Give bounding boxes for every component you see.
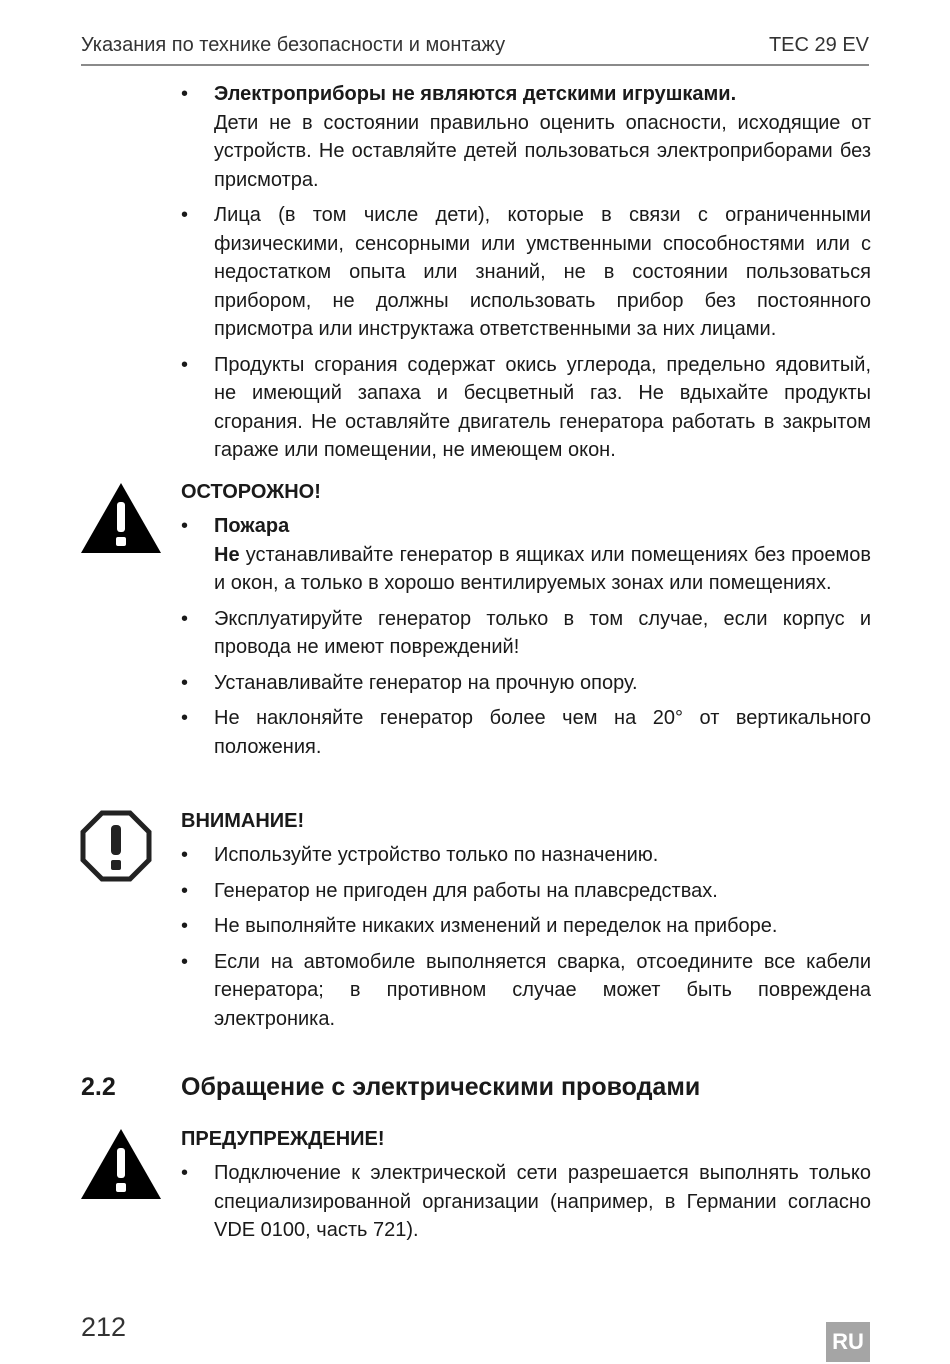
item-text: Используйте устройство только по назначению. bbox=[214, 844, 659, 866]
item-text: Не выполняйте никаких изменений и переделок на приборе. bbox=[214, 915, 778, 937]
item-text: Устанавливайте генератор на прочную опору. bbox=[214, 671, 638, 694]
notice-label: ВНИМАНИЕ! bbox=[181, 810, 305, 832]
list-item bbox=[181, 80, 871, 194]
item-bold-title: Электроприборы не являются детскими игрушками. bbox=[214, 83, 737, 105]
section-title: Обращение с электрическими проводами bbox=[181, 1073, 701, 1101]
page-header bbox=[81, 30, 869, 66]
list-item bbox=[181, 351, 871, 465]
warning-triangle-icon bbox=[80, 482, 162, 554]
item-text: Эксплуатируйте генератор только в том случае, если корпус и провода не имеют повреждений! bbox=[214, 607, 871, 658]
item-text: Не наклоняйте генератор более чем на 20° от вертикального положения. bbox=[214, 707, 871, 758]
list-item bbox=[181, 1159, 871, 1245]
section-number: 2.2 bbox=[81, 1073, 116, 1101]
list-item bbox=[181, 669, 871, 698]
intro-list bbox=[181, 80, 871, 465]
list-item bbox=[181, 512, 871, 598]
page-number: 212 bbox=[81, 1312, 127, 1342]
notice-list bbox=[181, 841, 871, 1033]
warning-triangle-icon bbox=[80, 1128, 162, 1200]
caution-label: ОСТОРОЖНО! bbox=[181, 481, 321, 503]
warning-label: ПРЕДУПРЕЖДЕНИЕ! bbox=[181, 1128, 385, 1150]
notice-octagon-icon bbox=[80, 810, 152, 882]
notice-block bbox=[181, 807, 871, 1040]
item-bold-title: Пожара bbox=[214, 515, 290, 537]
item-text: Подключение к электрической сети разрешается выполнять только специализированной организации (например, в Германии согласно VDE 0100, часть 721). bbox=[214, 1162, 871, 1241]
list-item bbox=[181, 605, 871, 662]
list-item bbox=[181, 201, 871, 344]
list-item bbox=[181, 841, 871, 870]
language-badge: RU bbox=[826, 1322, 870, 1362]
list-item bbox=[181, 704, 871, 761]
list-item bbox=[181, 877, 871, 906]
item-text: Лица (в том числе дети), которые в связи с ограниченными физическими, сенсорными или умственными способностями или с недостатком опыта или знаний, не в состоянии пользоваться прибором, не должны использовать прибор без постоянного присмотра или инструктажа ответственными за них лицами. bbox=[214, 204, 871, 340]
list-item bbox=[181, 948, 871, 1034]
intro-list-block bbox=[181, 80, 871, 472]
warning-list bbox=[181, 1159, 871, 1245]
header-section-title: Указания по технике безопасности и монтажу bbox=[81, 34, 506, 56]
warning-block bbox=[181, 1125, 871, 1252]
item-text: Продукты сгорания содержат окись углерода, предельно ядовитый, не имеющий запаха и бесцветный газ. Не вдыхайте продукты сгорания. Не оставляйте двигатель генератора работать в закрытом гараже или помещении, не имеющем окон. bbox=[214, 353, 871, 461]
item-lead: Не bbox=[214, 543, 240, 566]
caution-block bbox=[181, 478, 871, 768]
item-text: Дети не в состоянии правильно оценить опасности, исходящие от устройств. Не оставляйте детей пользоваться электроприборами без присмотра. bbox=[214, 111, 871, 191]
item-text: Если на автомобиле выполняется сварка, отсоедините все кабели генератора; в противном случае может быть повреждена электроника. bbox=[214, 950, 871, 1030]
caution-list bbox=[181, 512, 871, 761]
item-text: Генератор не пригоден для работы на плавсредствах. bbox=[214, 879, 718, 902]
header-model: TEC 29 EV bbox=[768, 34, 869, 56]
item-text: устанавливайте генератор в ящиках или помещениях без проемов и окон, а только в хорошо вентилируемых зонах или помещениях. bbox=[214, 543, 871, 594]
list-item bbox=[181, 912, 871, 941]
